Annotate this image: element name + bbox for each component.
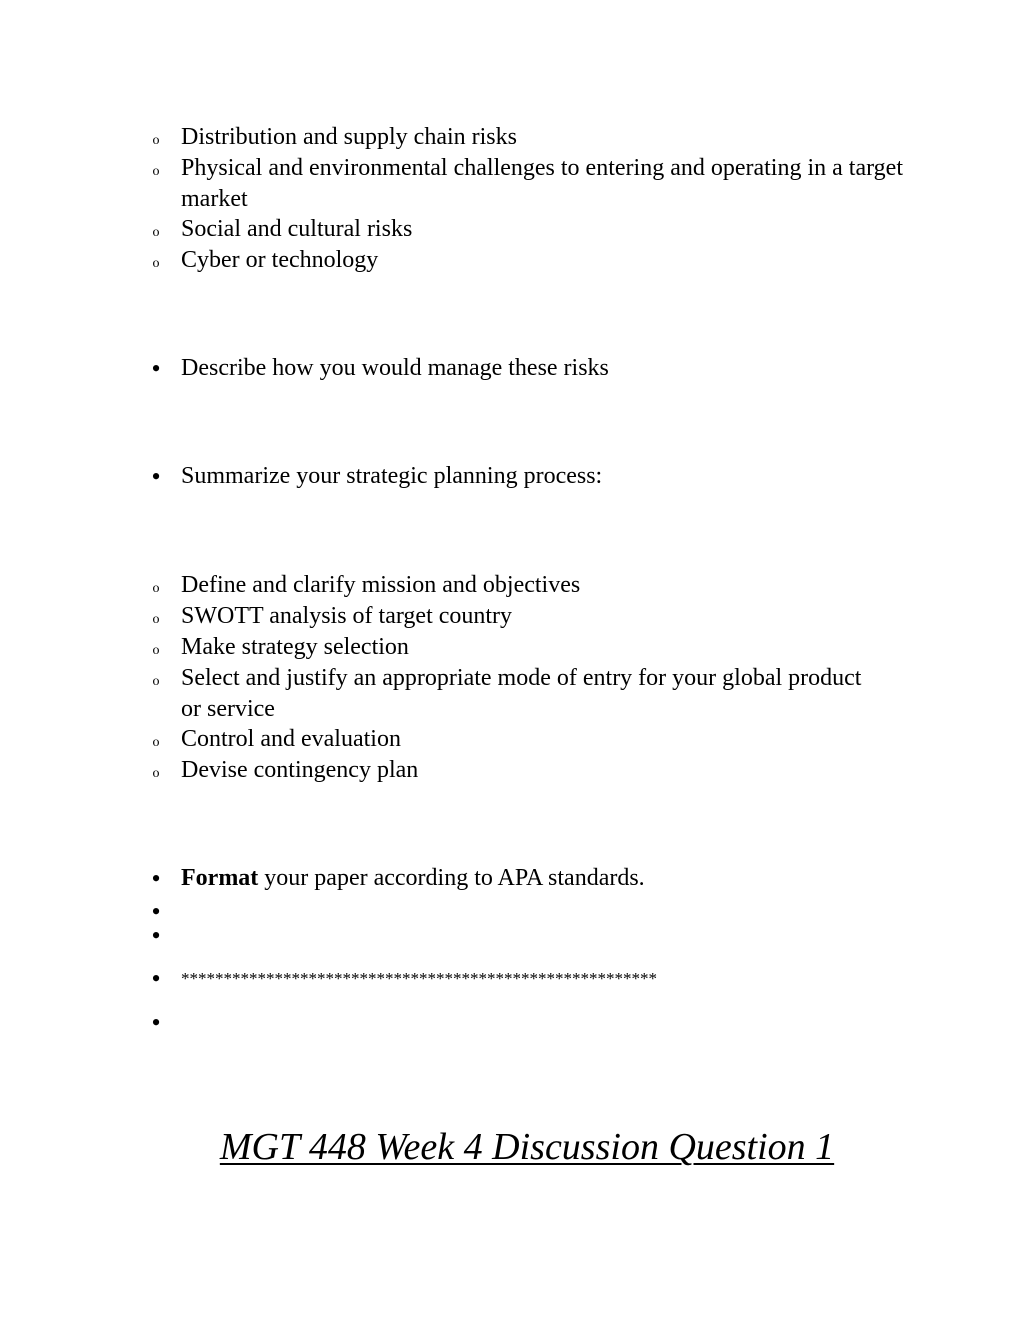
bullet-marker: • xyxy=(151,462,161,491)
planning-item-text: Define and clarify mission and objectives xyxy=(181,572,581,598)
sub-bullet-marker: o xyxy=(152,164,160,179)
risk-item-text: Cyber or technology xyxy=(181,247,379,273)
section-heading: MGT 448 Week 4 Discussion Question 1 xyxy=(219,1126,835,1168)
sub-bullet-marker: o xyxy=(152,735,160,750)
bullet-marker: • xyxy=(151,354,161,383)
bullet-marker: • xyxy=(151,897,161,926)
bullet-marker: • xyxy=(151,964,161,993)
planning-item-text: Select and justify an appropriate mode of entry for your global product or service xyxy=(181,665,862,722)
format-rest-text: your paper according to APA standards. xyxy=(258,865,645,891)
risk-item-text: Social and cultural risks xyxy=(181,216,413,242)
bullet-marker: • xyxy=(151,1008,161,1037)
risk-item-text: Physical and environmental challenges to entering and operating in a target market xyxy=(181,155,903,212)
planning-item-text: SWOTT analysis of target country xyxy=(181,603,513,629)
sub-bullet-marker: o xyxy=(152,674,160,689)
sub-bullet-marker: o xyxy=(152,581,160,596)
format-bold-word: Format xyxy=(181,865,259,891)
risk-item-text: Distribution and supply chain risks xyxy=(181,124,517,150)
sub-bullet-marker: o xyxy=(152,256,160,271)
planning-item-text: Make strategy selection xyxy=(181,634,409,660)
asterisk-separator: ******************************************************** xyxy=(181,969,657,988)
planning-item-text: Control and evaluation xyxy=(181,726,401,752)
sub-bullet-marker: o xyxy=(152,225,160,240)
manage-risks-text: Describe how you would manage these risks xyxy=(181,355,609,381)
sub-bullet-marker: o xyxy=(152,643,160,658)
sub-bullet-marker: o xyxy=(152,133,160,148)
planning-item-text: Devise contingency plan xyxy=(181,757,419,783)
sub-bullet-marker: o xyxy=(152,612,160,627)
bullet-marker: • xyxy=(151,864,161,893)
format-text xyxy=(181,863,911,894)
summarize-text: Summarize your strategic planning process: xyxy=(181,463,603,489)
sub-bullet-marker: o xyxy=(152,766,160,781)
bullet-marker: • xyxy=(151,921,161,950)
